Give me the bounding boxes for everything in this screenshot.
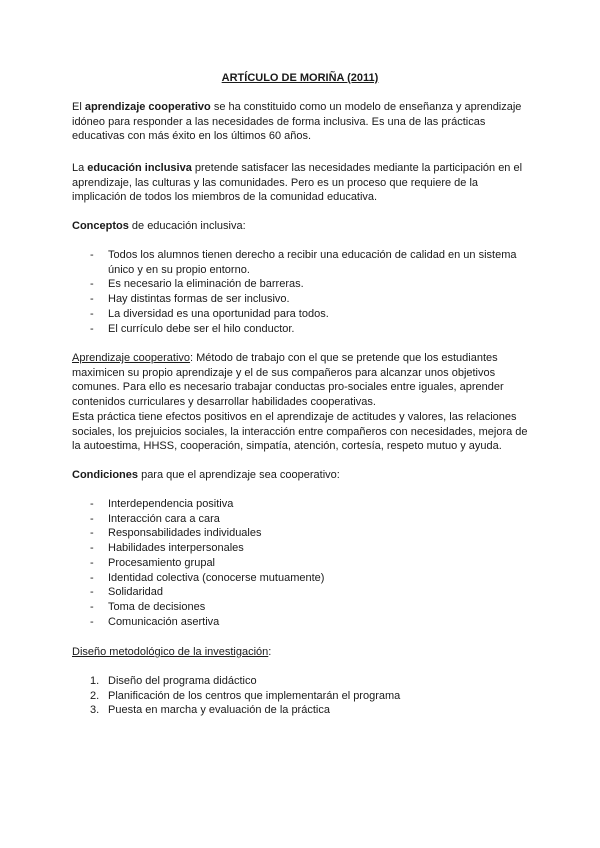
- diseno-list: [90, 674, 530, 718]
- list-item: - Todos los alumnos tienen derecho a recibir una educación de calidad en un sistema único y en su propio entorno.: [90, 248, 530, 277]
- aprendizaje-definition: [72, 351, 532, 410]
- diseno-heading: [72, 645, 532, 660]
- p1-pre: El: [72, 101, 85, 113]
- condiciones-list: [90, 497, 530, 629]
- list-item: - Responsabilidades individuales: [90, 526, 530, 541]
- list-item: - Hay distintas formas de ser inclusivo.: [90, 292, 530, 307]
- paragraph-aprendizaje-definicion: [72, 351, 532, 454]
- list-item-text: Puesta en marcha y evaluación de la práctica: [108, 704, 330, 717]
- list-number: 3.: [90, 704, 100, 717]
- document-title: ARTÍCULO DE MORIÑA (2011): [221, 72, 379, 84]
- conceptos-bold: Conceptos: [72, 220, 129, 232]
- diseno-post: :: [268, 646, 272, 658]
- list-item-text: Diseño del programa didáctico: [108, 675, 257, 687]
- list-item: - Comunicación asertiva: [90, 615, 530, 630]
- conceptos-post: de educación inclusiva:: [128, 220, 246, 232]
- list-number: 2.: [90, 689, 100, 702]
- list-item: - La diversidad es una oportunidad para todos.: [90, 307, 530, 322]
- condiciones-bold: Condiciones: [72, 469, 139, 481]
- list-item-text: Planificación de los centros que implementarán el programa: [108, 689, 401, 702]
- list-item: - Toma de decisiones: [90, 600, 530, 615]
- p1-bold-term: aprendizaje cooperativo: [84, 101, 211, 113]
- list-item: [90, 703, 530, 718]
- diseno-underlined-term: Diseño metodológico de la investigación: [72, 646, 269, 658]
- condiciones-heading: [72, 468, 532, 483]
- aprendizaje-underlined-term: Aprendizaje cooperativo: [72, 352, 191, 364]
- list-item: - Interacción cara a cara: [90, 512, 530, 527]
- list-item: - El currículo debe ser el hilo conductor.: [90, 322, 530, 337]
- aprendizaje-text1: : Método de trabajo con el que se pretende que los estudiantes maximicen su propio aprendizaje y el de sus compañeros para alcanzar unos objetivos comunes. Para ello es necesario trabajar conductas pro-sociales entre iguales, aprender contenidos curriculares y desarrollar habilidades cooperativas.: [72, 352, 504, 409]
- list-item: - Solidaridad: [90, 585, 530, 600]
- list-item: - Interdependencia positiva: [90, 497, 530, 512]
- condiciones-post: para que el aprendizaje sea cooperativo:: [138, 469, 340, 481]
- conceptos-heading: [72, 219, 532, 234]
- list-item: [90, 674, 530, 689]
- list-item: - Procesamiento grupal: [90, 556, 530, 571]
- aprendizaje-text2: Esta práctica tiene efectos positivos en el aprendizaje de actitudes y valores, las relaciones sociales, los prejuicios sociales, la interacción entre compañeros con necesidades, mejora de la autoestima, HHSS, cooperación, simpatía, atención, cortesía, respeto mutuo y ayuda.: [72, 410, 528, 453]
- list-item: - Habilidades interpersonales: [90, 541, 530, 556]
- list-item: - Identidad colectiva (conocerse mutuamente): [90, 571, 530, 586]
- p2-post: pretende satisfacer las necesidades mediante la participación en el aprendizaje, las culturas y las comunidades. Pero es un proceso que requiere de la implicación de todos los miembros de la comunidad educativa.: [72, 162, 523, 204]
- p1-post: se ha constituido como un modelo de enseñanza y aprendizaje idóneo para responder a las necesidades de forma inclusiva. Es una de las prácticas educativas con más éxito en los últimos 60 años.: [72, 101, 522, 143]
- conceptos-list: [90, 248, 530, 336]
- p2-pre: La: [72, 162, 88, 174]
- list-number: 1.: [90, 675, 100, 687]
- paragraph-educacion-inclusiva: [72, 161, 532, 205]
- list-item: - Es necesario la eliminación de barreras.: [90, 277, 530, 292]
- list-item: [90, 689, 530, 704]
- p2-bold-term: educación inclusiva: [87, 162, 192, 174]
- paragraph-aprendizaje-cooperativo: [72, 100, 532, 144]
